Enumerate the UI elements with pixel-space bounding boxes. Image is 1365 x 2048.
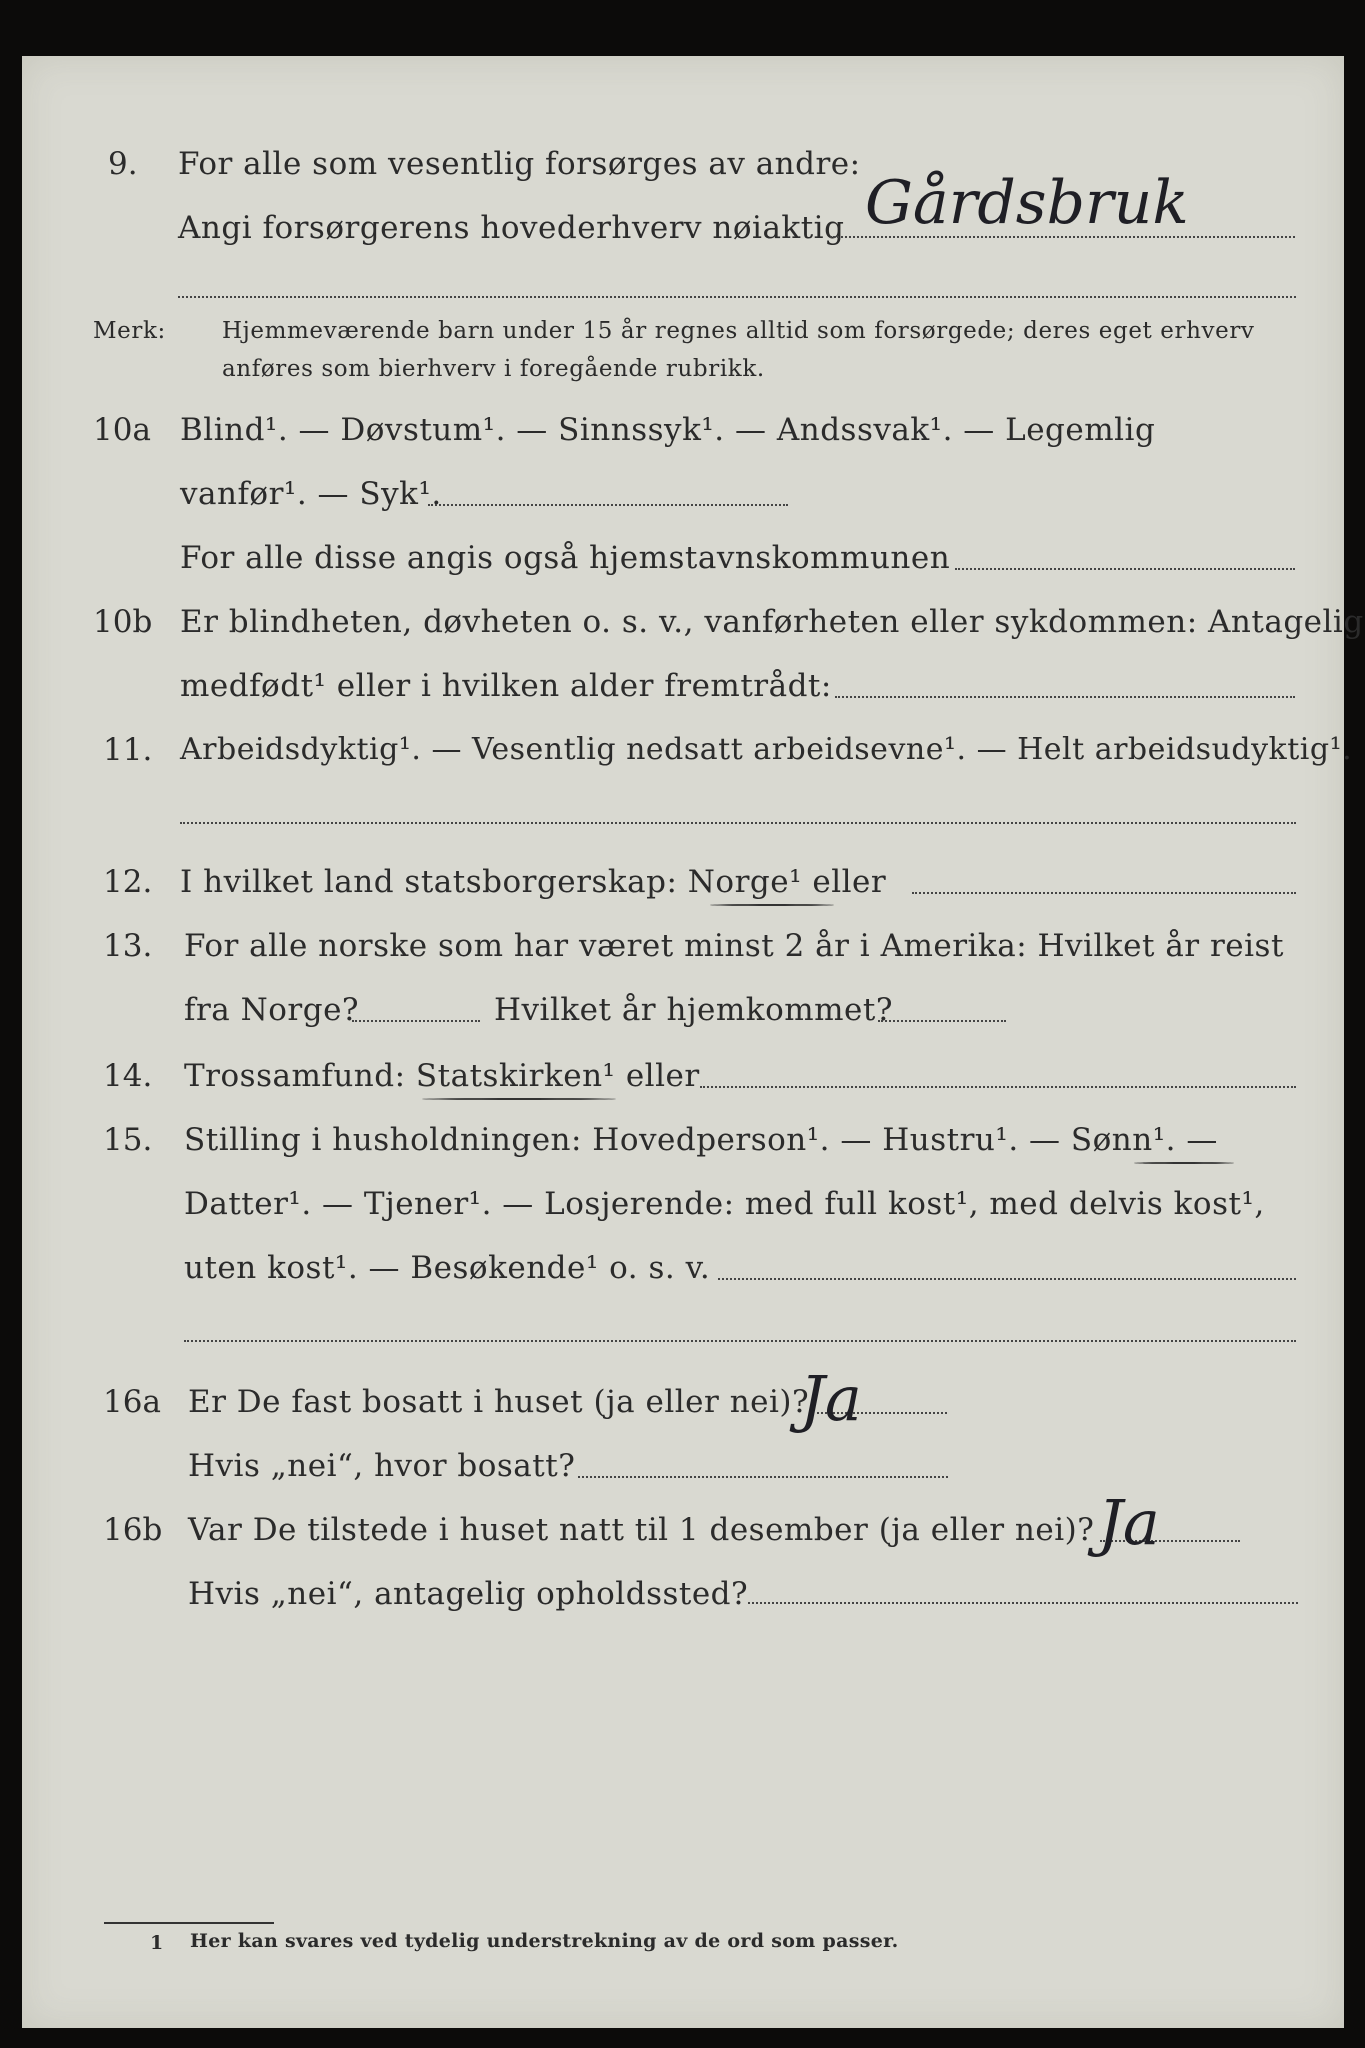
q12-number: 12.: [103, 864, 153, 900]
q10b-text-line2: medfødt¹ eller i hvilken alder fremtrådt:: [180, 668, 832, 704]
q13-text-line2a: fra Norge?: [184, 992, 360, 1028]
q14-number: 14.: [103, 1058, 153, 1094]
q13-text-line1: For alle norske som har været minst 2 år i Amerika: Hvilket år reist: [184, 928, 1284, 964]
q10a-number: 10a: [93, 412, 151, 448]
q9-text-line1: For alle som vesentlig forsørges av andre:: [178, 146, 861, 182]
q10b-number: 10b: [93, 604, 153, 640]
q10b-line2-fill: [835, 696, 1295, 698]
q10a-line3-fill: [955, 568, 1295, 570]
q16a-handwritten-answer: Ja: [800, 1362, 862, 1435]
q16a-text-line2: Hvis „nei“, hvor bosatt?: [188, 1448, 576, 1484]
q11-number: 11.: [103, 732, 153, 768]
q9-number: 9.: [108, 146, 138, 182]
q11-text-line1: Arbeidsdyktig¹. — Vesentlig nedsatt arbeidsevne¹. — Helt arbeidsudyktig¹.: [180, 732, 1353, 767]
q10a-line2-fill: [428, 504, 788, 506]
q16a-number: 16a: [103, 1384, 161, 1420]
q13-number: 13.: [103, 928, 153, 964]
q12-fill: [912, 892, 1296, 894]
q16a-line2-fill: [578, 1476, 948, 1478]
q12-norge-underline: [710, 904, 834, 906]
q13-year-left-fill: [352, 1020, 480, 1022]
q15-extra-line: [184, 1340, 1296, 1342]
footnote-text: Her kan svares ved tydelig understrekning av de ord som passer.: [190, 1930, 899, 1952]
note-text-line2: anføres som bierhverv i foregående rubrikk.: [222, 356, 765, 382]
q15-sonn-underline: [1134, 1162, 1234, 1164]
q15-text-line1: Stilling i husholdningen: Hovedperson¹. — Hustru¹. — Sønn¹. —: [184, 1122, 1218, 1158]
q16b-text-line2: Hvis „nei“, antagelig opholdssted?: [188, 1576, 749, 1612]
footnote-mark: 1: [150, 1932, 164, 1954]
q15-text-line2: Datter¹. — Tjener¹. — Losjerende: med full kost¹, med delvis kost¹,: [184, 1186, 1265, 1222]
q11-extra-line: [180, 822, 1296, 824]
q9-handwritten-answer: Gårdsbruk: [865, 168, 1189, 238]
q15-number: 15.: [103, 1122, 153, 1158]
q13-year-return-fill: [878, 1020, 1006, 1022]
q15-line3-fill: [718, 1278, 1296, 1280]
q15-text-line3: uten kost¹. — Besøkende¹ o. s. v.: [184, 1250, 711, 1286]
q10a-text-line2: vanfør¹. — Syk¹.: [180, 476, 442, 512]
q9-extra-line: [178, 296, 1296, 298]
q14-statskirken-underline: [422, 1098, 616, 1100]
q10a-text-line3: For alle disse angis også hjemstavnskommunen: [180, 540, 951, 576]
q14-text-line1: Trossamfund: Statskirken¹ eller: [184, 1058, 700, 1094]
note-label: Merk:: [93, 318, 166, 344]
q9-text-line2: Angi forsørgerens hovederhverv nøiaktig: [178, 210, 845, 246]
footnote-rule: [104, 1922, 274, 1924]
q16b-text-line1: Var De tilstede i huset natt til 1 desember (ja eller nei)?: [188, 1512, 1095, 1548]
note-text-line1: Hjemmeværende barn under 15 år regnes alltid som forsørgede; deres eget erhverv: [222, 318, 1255, 344]
q16b-handwritten-answer: Ja: [1098, 1486, 1160, 1559]
q12-text-line1: I hvilket land statsborgerskap: Norge¹ eller: [180, 864, 887, 900]
q16b-number: 16b: [103, 1512, 163, 1548]
q16b-line2-fill: [748, 1602, 1298, 1604]
q10b-text-line1: Er blindheten, døvheten o. s. v., vanførheten eller sykdommen: Antagelig: [180, 604, 1364, 640]
q13-text-line2b: Hvilket år hjemkommet?: [494, 992, 893, 1028]
q10a-text-line1: Blind¹. — Døvstum¹. — Sinnssyk¹. — Andssvak¹. — Legemlig: [180, 412, 1156, 448]
census-form-page: [22, 56, 1344, 2028]
q16a-text-line1: Er De fast bosatt i huset (ja eller nei)?: [188, 1384, 810, 1420]
q14-fill: [700, 1086, 1296, 1088]
